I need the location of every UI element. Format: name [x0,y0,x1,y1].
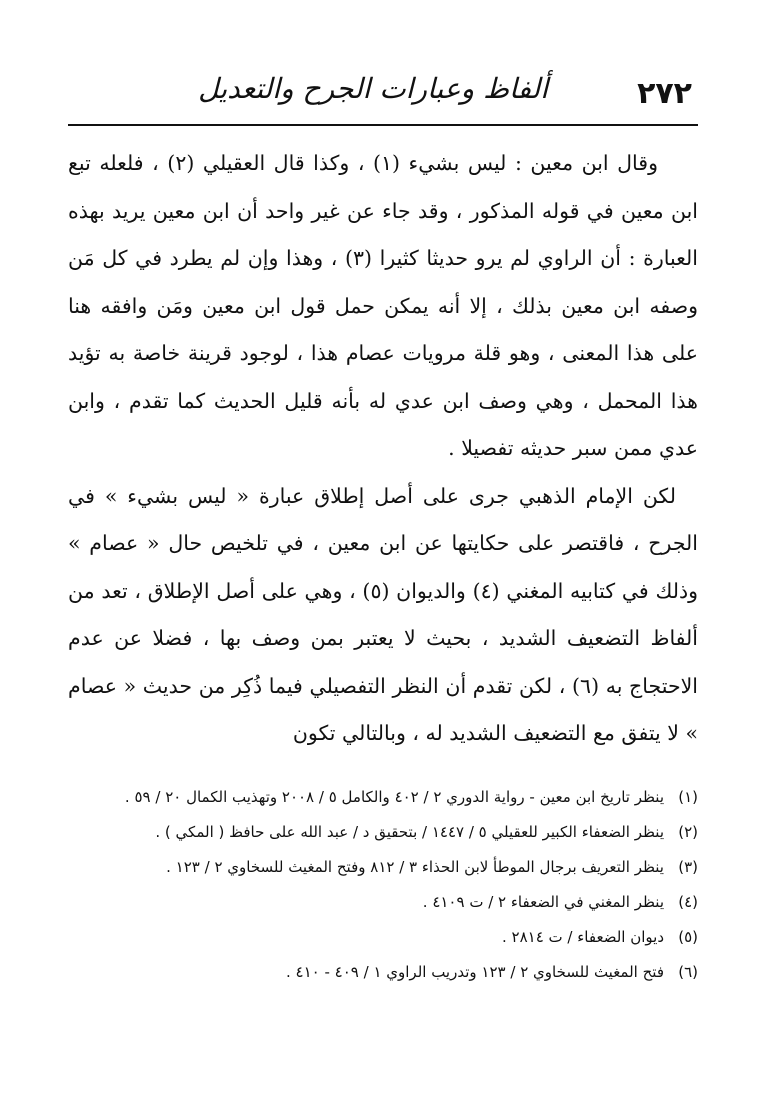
footnote-item [68,785,698,810]
paragraph: وقال ابن معين : ليس بشيء (١) ، وكذا قال العقيلي (٢) ، فلعله تبع ابن معين في قوله المذكور ، وقد جاء عن غير واحد أن ابن معين يريد بهذه العبارة : أن الراوي لم يرو حديثا كثيرا (٣) ، وهذا وإن لم يطرد في كل مَن وصفه ابن معين بذلك ، إلا أنه يمكن حمل قول ابن معين ومَن وافقه هنا على هذا المعنى ، وهو قلة مرويات عصام هذا ، لوجود قرينة خاصة به تؤيد هذا المحمل ، وهي وصف ابن عدي له بأنه قليل الحديث كما تقدم ، وابن عدي ممن سبر حديثه تفصيلا . [68,151,698,460]
paragraph: لكن الإمام الذهبي جرى على أصل إطلاق عبارة « ليس بشيء » في الجرح ، فاقتصر على حكايتها عن ابن معين ، في تلخيص حال « عصام » وذلك في كتابيه المغني (٤) والديوان (٥) ، وهي على أصل الإطلاق ، تعد من ألفاظ التضعيف الشديد ، بحيث لا يعتبر بمن وصف بها ، فضلا عن عدم الاحتجاج به (٦) ، لكن تقدم أن النظر التفصيلي فيما ذُكِر من حديث « عصام » لا يتفق مع التضعيف الشديد له ، وبالتالي تكون [68,483,699,745]
footnote-item [68,890,698,915]
page-header [68,68,698,126]
footnote-item [68,855,698,880]
footnote-number: (٢) [678,823,698,841]
footnote-text: فتح المغيث للسخاوي ٢ / ١٢٣ وتدريب الراوي ١ / ٤٠٩ - ٤١٠ . [286,963,664,981]
footnote-text: ينظر تاريخ ابن معين - رواية الدوري ٢ / ٤٠٢ والكامل ٥ / ٢٠٠٨ وتهذيب الكمال ٢٠ / ٥٩ . [124,788,664,806]
footnote-item [68,925,698,950]
running-title: ألفاظ وعبارات الجرح والتعديل [198,72,548,105]
footnote-item [68,820,698,845]
main-text [68,140,698,758]
footnote-number: (٣) [678,858,698,876]
footnote-text: ينظر الضعفاء الكبير للعقيلي ٥ / ١٤٤٧ / بتحقيق د / عبد الله على حافظ ( المكي ) . [155,823,664,841]
footnote-text: ينظر المغني في الضعفاء ٢ / ت ٤١٠٩ . [422,893,664,911]
footnote-item [68,960,698,985]
footnotes [68,785,698,995]
page-number: ٢٧٢ [637,76,692,111]
footnote-text: ديوان الضعفاء / ت ٢٨١٤ . [501,928,664,946]
footnote-number: (٤) [678,893,698,911]
footnote-text: ينظر التعريف برجال الموطأ لابن الحذاء ٣ / ٨١٢ وفتح المغيث للسخاوي ٢ / ١٢٣ . [166,858,664,876]
footnote-number: (٥) [678,928,698,946]
header-rule [68,124,698,126]
footnote-number: (٦) [678,963,698,981]
footnote-number: (١) [678,788,698,806]
